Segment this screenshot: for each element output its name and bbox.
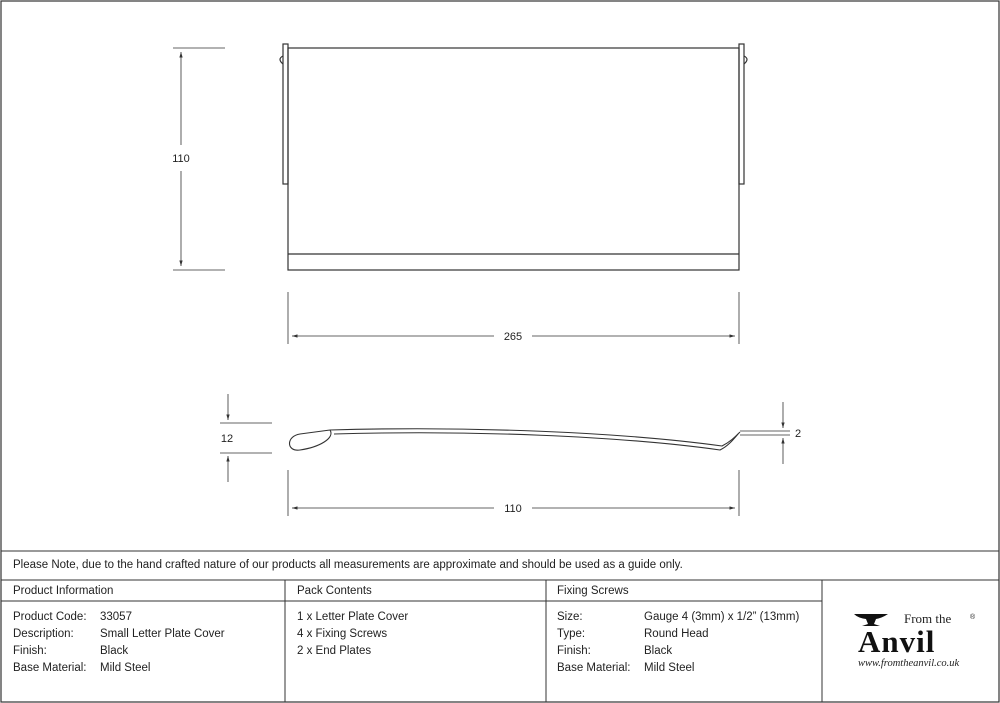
logo-registered-mark: ® [970,614,976,621]
pack-contents-item: 2 x End Plates [297,645,372,657]
logo-from-the: From the [904,611,952,626]
fixing-screws-label: Type: [557,628,586,640]
dim-profile-gap-label: 2 [794,428,802,440]
pack-contents-item: 4 x Fixing Screws [297,628,388,640]
dim-plate-width-label: 265 [503,331,523,343]
dim-profile-gap [740,402,790,464]
pack-contents-item: 1 x Letter Plate Cover [297,611,409,623]
plate-outline [288,48,739,270]
fixing-screws-value: Gauge 4 (3mm) x 1/2” (13mm) [644,611,800,623]
measurement-note: Please Note, due to the hand crafted nature of our products all measurements are approximate and should be used as a guide only. [13,559,683,571]
product-info-label: Base Material: [13,662,87,674]
product-info-label: Finish: [13,645,47,657]
fixing-screws-label: Finish: [557,645,591,657]
fixing-screws-value: Round Head [644,628,709,640]
product-info-value: Small Letter Plate Cover [100,628,225,640]
fixing-screws-value: Mild Steel [644,662,695,674]
product-info-value: Mild Steel [100,662,151,674]
fixing-screws-value: Black [644,645,673,657]
fixing-screws-label: Size: [557,611,583,623]
pack-contents-heading: Pack Contents [297,585,372,597]
from-the-anvil-logo [852,608,982,678]
product-info-heading: Product Information [13,585,114,597]
logo-wordmark: Anvil [858,624,936,659]
sheet-border [1,1,999,702]
logo-url: www.fromtheanvil.co.uk [858,658,960,669]
product-info-label: Product Code: [13,611,87,623]
fixing-screws-label: Base Material: [557,662,631,674]
front-view [280,44,747,270]
fixing-screws-heading: Fixing Screws [557,585,629,597]
product-info-value: Black [100,645,129,657]
dim-profile-length-label: 110 [504,503,522,515]
end-plate-right [739,44,744,184]
dim-plate-height-label: 110 [172,153,190,165]
info-table-grid [1,551,999,702]
end-plate-left [283,44,288,184]
product-info-label: Description: [13,628,74,640]
product-info-value: 33057 [100,611,132,623]
side-profile [290,429,741,450]
dim-profile-thickness-label: 12 [220,433,234,445]
